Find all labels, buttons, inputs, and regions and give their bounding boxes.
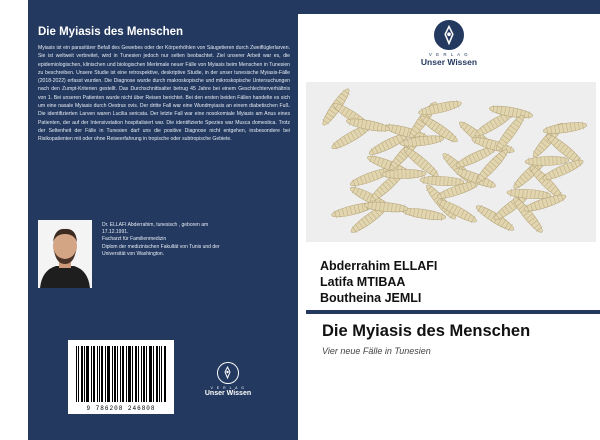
barcode-bar (117, 346, 118, 402)
larva-shape (364, 201, 409, 214)
bio-line: Dr. ELLAFI Abderrahim, tunesisch , geboren am (102, 222, 209, 228)
barcode-bar (135, 346, 137, 402)
publisher-logo-back (198, 362, 258, 397)
barcode-bar (122, 346, 124, 402)
front-top-band (298, 0, 600, 14)
barcode-bar (91, 346, 92, 402)
larva-shape (543, 120, 588, 135)
author-name: Abderrahim ELLAFI (320, 259, 438, 273)
publisher-verlag: V E R L A G (428, 52, 470, 57)
back-cover-title: Die Myiasis des Menschen (38, 26, 184, 38)
larva-shape (418, 99, 463, 118)
back-cover (28, 0, 298, 440)
larva-shape (402, 206, 447, 222)
author-name: Boutheina JEMLI (320, 291, 422, 305)
larva-shape (420, 175, 464, 186)
bio-line: Universität von Washington. (102, 250, 165, 257)
barcode-bar (161, 346, 162, 402)
barcode-bar (81, 346, 83, 402)
larva-shape (435, 197, 478, 226)
publisher-emblem-icon (434, 20, 464, 50)
isbn-number: 9 786208 246808 (86, 405, 156, 412)
barcode-bar (146, 346, 147, 402)
author-name: Latifa MTIBAA (320, 275, 406, 289)
barcode-bar (84, 346, 85, 402)
barcode-bar (107, 346, 110, 402)
barcode-bars (74, 346, 168, 402)
publisher-verlag: V E R L A G (210, 386, 246, 390)
barcode-bar (105, 346, 106, 402)
publisher-logo-front (409, 20, 489, 67)
publisher-name: Unser Wissen (204, 390, 252, 397)
barcode-bar (101, 346, 103, 402)
barcode-bar (99, 346, 100, 402)
author-list (320, 258, 437, 306)
isbn-barcode (68, 340, 174, 414)
publisher-emblem-icon (217, 362, 239, 384)
barcode-bar (156, 346, 158, 402)
back-cover-blurb: Myiasis ist ein parasitärer Befall des Gewebes oder der Körperhöhlen von Säugetieren durch Zweiflüglerlarven. Sie ist weltweit verbreitet, wird in Tunesien jedoch nur selten beobachtet. Ziel unserer Arbeit war es, die epidemiologischen, klinischen und biologischen Merkmale neuer Fälle von Myiasis beim Menschen in Tunesien zu beschreiben. Unsere Studie ist eine retrospektive, deskriptive Studie, in der unser tunesische Myiasis-Fälle (2018-2022) erfasst wurden. Die Diagnose wurde durch makroskopische und mikroskopische Untersuchungen nach den Zumpt-Kriterien gestellt. Das Durchschnittsalter betrug 45 Jahre bei einem Geschlechterverhältnis von 1. Bei unseren Patienten wurde nicht über Reisen berichtet. Bei den ersten beiden Fällen handelte es sich um eine nasale Myiasis durch Oestrus ovis. Der dritte Fall war eine Wundmyiasis an einem diabetischen Fuß. Die identifizierten Larven waren Lucilia sericata. Der letzte Fall war eine nosokomiale Myiasis am Anus eines Patienten, der auf der Intensivstation hospitalisiert war. Die identifizierte Spezies war Musca domestica. Trotz der Seltenheit der Fälle in Tunesien darf uns die positive Diagnose nicht entgehen, insbesondere bei Risikopatienten mit oder ohne Reiseerfahrung in tropische oder subtropische Gebiete. (38, 45, 290, 143)
larva-shape (525, 156, 569, 167)
barcode-bar (126, 346, 127, 402)
book-subtitle: Vier neue Fälle in Tunesien (322, 346, 431, 356)
barcode-bar (164, 346, 166, 402)
barcode-bar (141, 346, 142, 402)
barcode-bar (112, 346, 113, 402)
barcode-bar (143, 346, 145, 402)
barcode-bar (138, 346, 139, 402)
barcode-bar (120, 346, 121, 402)
barcode-bar (153, 346, 154, 402)
barcode-bar (128, 346, 131, 402)
barcode-bar (159, 346, 160, 402)
bio-line: Diplom der medizinischen Fakultät von Tunis und der (102, 243, 220, 250)
front-cover (298, 0, 600, 440)
barcode-bar (86, 346, 89, 402)
author-photo (38, 220, 92, 288)
barcode-bar (114, 346, 116, 402)
barcode-bar (149, 346, 152, 402)
barcode-bar (78, 346, 79, 402)
title-divider (306, 310, 600, 314)
barcode-bar (76, 346, 77, 402)
barcode-bar (132, 346, 133, 402)
bio-line: Facharzt für Familienmedizin (102, 236, 167, 243)
bio-line: 17.12.1991. (102, 229, 129, 236)
publisher-name: Unser Wissen (420, 57, 478, 67)
book-title: Die Myiasis des Menschen (322, 322, 531, 340)
barcode-bar (97, 346, 98, 402)
barcode-bar (93, 346, 95, 402)
author-bio (102, 222, 292, 258)
larvae-photo (306, 82, 596, 242)
